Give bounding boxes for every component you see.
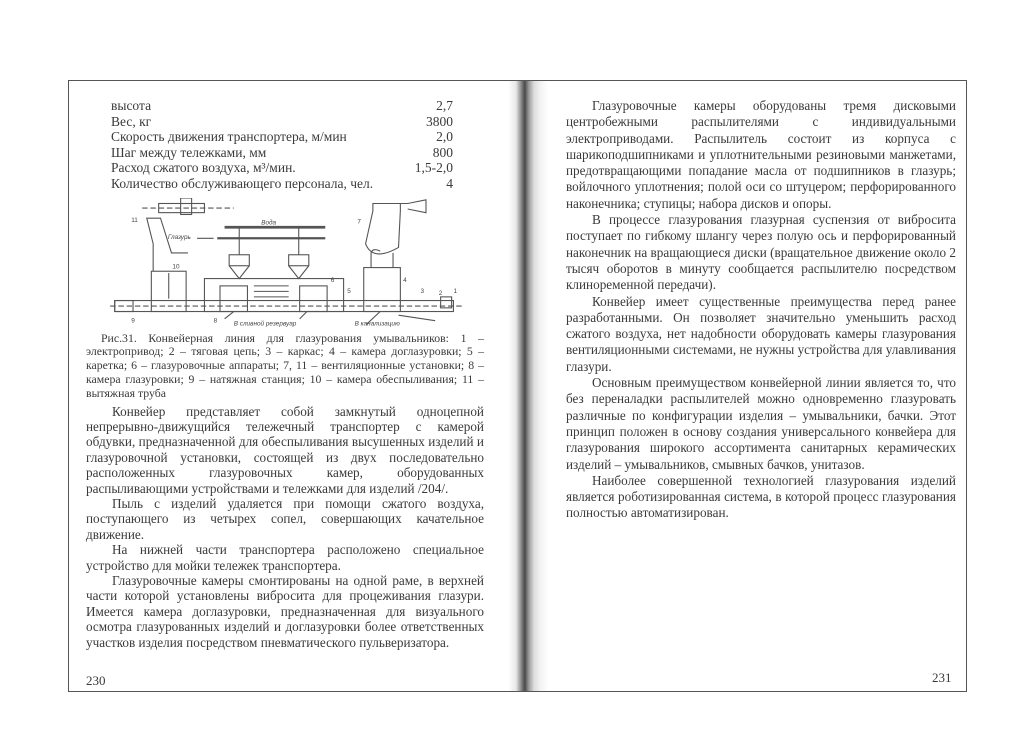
spec-value: 3800	[426, 113, 453, 129]
glazing-chamber	[204, 278, 343, 311]
callout-number: 3	[420, 287, 425, 295]
callout-number: 4	[403, 276, 407, 284]
spec-value: 2,7	[436, 98, 453, 113]
fan-unit-7	[366, 199, 426, 253]
paragraph: Конвейер имеет существенные преимущества перед ранее разработанными. Он позволяет значительно уменьшить расход сжатого воздуха, нет надобности оборудовать камеры глазурования вентиляционными системами, не нужны устройства для улавливания глазури.	[566, 293, 956, 374]
spec-label: Расход сжатого воздуха, м³/мин.	[111, 160, 296, 176]
spec-row	[86, 145, 453, 161]
label-drain-tank: В сливной резервуар	[233, 319, 297, 327]
paragraph: Основным преимуществом конвейерной линии является то, что без переналадки распылителей можно одновременно глазуровать различные по конфигурации изделия – умывальники, бачки. Этот принцип положен в основу создания универсального конвейера для глазурования широкого ассортимента санитарных керамических изделий – умывальников, смывных бачков, унитазов.	[566, 375, 956, 472]
paragraph: В процессе глазурования глазурная суспензия от вибросита поступает по гибкому шлангу через полую ось и перфорированный наконечник на вращающиеся диски (вращательное движение около 2 тысяч оборотов в минуту сообщается распылителю посредством клиноременной передачи).	[566, 212, 956, 293]
spec-row	[86, 160, 453, 176]
spec-label: Шаг между тележками, мм	[111, 144, 267, 160]
spec-value: 2,0	[436, 129, 453, 145]
spec-row	[86, 98, 453, 114]
callout-number: 11	[131, 216, 138, 224]
paragraph: Наиболее совершенной технологией глазурования изделий является роботизированная система, в которой процесс глазурования полностью автоматизирован.	[566, 472, 956, 521]
label-water: Вода	[261, 219, 277, 227]
spec-value: 4	[446, 175, 453, 191]
spec-label: высота	[111, 98, 152, 113]
fan-unit-11	[159, 203, 205, 212]
spec-value: 800	[432, 144, 453, 160]
label-glaze: Глазурь	[167, 233, 191, 241]
page-number-left: 230	[86, 673, 106, 688]
paragraph: Пыль с изделий удаляется при помощи сжатого воздуха, поступающего из четырех сопел, совершающих качательное движение.	[86, 495, 484, 542]
paragraph: Глазуровочные камеры оборудованы тремя дисковыми центробежными распылителями с индивидуальными электроприводами. Распылитель состоит из корпуса с шарикоподшипниками и уплотнительными резиновыми манжетами, предотвращающими попадание масла от подшипников в глазурь; войлочного уплотнения; полой оси со штуцером; перфорированного наконечника; ступицы; набора дисков и опоры.	[566, 98, 956, 211]
callout-number: 2	[438, 289, 443, 297]
page-number-right: 231	[932, 670, 952, 685]
paragraph: Глазуровочные камеры смонтированы на одной раме, в верхней части которой установлены вибросита для процеживания глазури. Имеется камера доглазуровки, предназначенная для визуального осмотра глазурованных изделий и доглазуровки более ответственных участков изделия посредством пневматического пульверизатора.	[86, 573, 484, 650]
reglazing-chamber	[364, 267, 401, 311]
book-gutter-shadow	[508, 81, 548, 691]
glazing-apparatus	[229, 254, 249, 265]
spec-row	[86, 176, 453, 192]
figure-caption: Рис.31. Конвейерная линия для глазурования умывальников: 1 – электропривод; 2 – тяговая цепь; 3 – каркас; 4 – камера доглазуровки; 5 – каретка; 6 – глазуровочные аппараты; 7, 11 – вентиляционные установки; 8 – камера глазуровки; 9 – натяжная станция; 10 – камера обеспыливания; 11 – вытяжная труба	[86, 330, 484, 400]
callout-number: 10	[172, 263, 180, 271]
spec-label: Скорость движения транспортера, м/мин	[111, 129, 347, 145]
callout-number: 8	[213, 317, 218, 325]
label-sewer: В канализацию	[354, 319, 400, 327]
callout-number: 5	[347, 287, 351, 295]
spec-row	[86, 114, 453, 130]
spec-list	[86, 98, 484, 192]
callout-number: 6	[330, 276, 335, 284]
spec-row	[86, 129, 453, 145]
spec-label: Вес, кг	[111, 113, 152, 129]
conveyor-line-diagram	[86, 198, 484, 328]
paragraph: На нижней части транспортера расположено специальное устройство для мойки тележек транспортера.	[86, 542, 484, 573]
exhaust-pipe	[147, 218, 188, 271]
callout-number: 1	[453, 287, 458, 295]
left-page	[86, 98, 484, 688]
callout-number: 9	[131, 317, 135, 325]
spec-value: 1,5-2,0	[414, 160, 453, 176]
callout-number: 7	[357, 218, 361, 226]
paragraph: Конвейер представляет собой замкнутый одноцепной непрерывно-движущийся тележечный транспортер с камерой обдувки, предназначенной для обеспыливания высушенных изделий и глазуровочной установки, состоящей из двух последовательно расположенных глазуровочных камер, оборудованных распыливающими устройствами и тележками для изделий /204/.	[86, 403, 484, 496]
glazing-apparatus	[289, 254, 309, 265]
right-page	[566, 98, 956, 522]
spec-label: Количество обслуживающего персонала, чел.	[111, 175, 374, 191]
